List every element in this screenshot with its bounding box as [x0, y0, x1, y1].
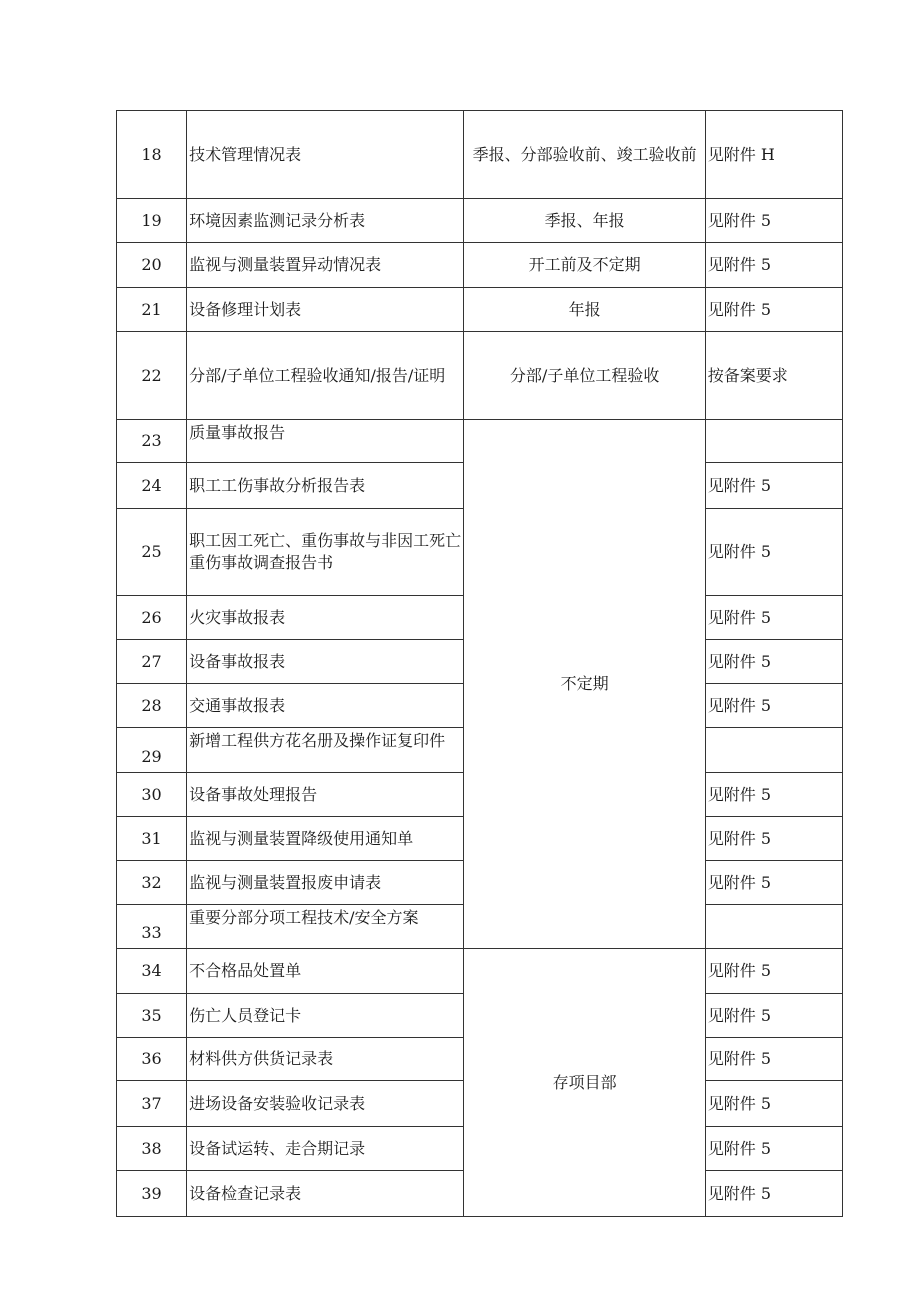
- row-number: 38: [117, 1127, 187, 1171]
- row-note: 见附件 5: [705, 994, 842, 1038]
- row-number: 30: [117, 773, 187, 817]
- row-name: 质量事故报告: [187, 420, 464, 463]
- row-number: 23: [117, 420, 187, 463]
- row-name: 监视与测量装置报废申请表: [187, 861, 464, 905]
- row-name: 技术管理情况表: [187, 111, 464, 199]
- row-number: 25: [117, 509, 187, 596]
- row-name: 分部/子单位工程验收通知/报告/证明: [187, 332, 464, 420]
- row-name: 设备试运转、走合期记录: [187, 1127, 464, 1171]
- row-name: 设备事故处理报告: [187, 773, 464, 817]
- row-name: 材料供方供货记录表: [187, 1038, 464, 1081]
- row-number: 22: [117, 332, 187, 420]
- row-number: 35: [117, 994, 187, 1038]
- row-frequency: 季报、年报: [464, 199, 705, 243]
- row-name: 伤亡人员登记卡: [187, 994, 464, 1038]
- row-note: 见附件 5: [705, 817, 842, 861]
- row-name: 设备修理计划表: [187, 288, 464, 332]
- table-row: [117, 288, 843, 332]
- row-note: 见附件 5: [705, 199, 842, 243]
- row-frequency: 季报、分部验收前、竣工验收前: [464, 111, 705, 199]
- row-note: 见附件 5: [705, 949, 842, 994]
- row-note: 见附件 5: [705, 1127, 842, 1171]
- row-number: 27: [117, 640, 187, 684]
- row-note: [705, 905, 842, 949]
- merged-frequency-keep: 存项目部: [464, 949, 705, 1217]
- row-name: 重要分部分项工程技术/安全方案: [187, 905, 464, 949]
- row-number: 20: [117, 243, 187, 288]
- row-note: 见附件 H: [705, 111, 842, 199]
- table-row: [117, 111, 843, 199]
- row-number: 21: [117, 288, 187, 332]
- row-frequency: 年报: [464, 288, 705, 332]
- row-number: 36: [117, 1038, 187, 1081]
- row-name: 监视与测量装置异动情况表: [187, 243, 464, 288]
- row-number: 31: [117, 817, 187, 861]
- row-number: 29: [117, 728, 187, 773]
- row-note: 见附件 5: [705, 1081, 842, 1127]
- table-row: [117, 243, 843, 288]
- row-note: 见附件 5: [705, 1171, 842, 1217]
- row-note: 见附件 5: [705, 596, 842, 640]
- row-number: 28: [117, 684, 187, 728]
- row-name: 设备事故报表: [187, 640, 464, 684]
- row-number: 19: [117, 199, 187, 243]
- row-number: 34: [117, 949, 187, 994]
- row-note: 见附件 5: [705, 684, 842, 728]
- merged-frequency-irregular: 不定期: [464, 420, 705, 949]
- row-name: 进场设备安装验收记录表: [187, 1081, 464, 1127]
- row-name: 不合格品处置单: [187, 949, 464, 994]
- table-row: [117, 199, 843, 243]
- row-note: 见附件 5: [705, 243, 842, 288]
- row-number: 24: [117, 463, 187, 509]
- row-name: 新增工程供方花名册及操作证复印件: [187, 728, 464, 773]
- records-table: [116, 110, 843, 1217]
- row-note: [705, 728, 842, 773]
- row-frequency: 分部/子单位工程验收: [464, 332, 705, 420]
- row-number: 39: [117, 1171, 187, 1217]
- row-note: 见附件 5: [705, 773, 842, 817]
- row-note: 见附件 5: [705, 861, 842, 905]
- row-note: 见附件 5: [705, 463, 842, 509]
- row-name: 环境因素监测记录分析表: [187, 199, 464, 243]
- row-note: [705, 420, 842, 463]
- row-number: 32: [117, 861, 187, 905]
- row-number: 26: [117, 596, 187, 640]
- row-note: 见附件 5: [705, 288, 842, 332]
- row-name: 火灾事故报表: [187, 596, 464, 640]
- row-note: 见附件 5: [705, 1038, 842, 1081]
- row-name: 设备检查记录表: [187, 1171, 464, 1217]
- row-name: 交通事故报表: [187, 684, 464, 728]
- row-frequency: 开工前及不定期: [464, 243, 705, 288]
- row-number: 33: [117, 905, 187, 949]
- row-name: 监视与测量装置降级使用通知单: [187, 817, 464, 861]
- table-row: [117, 332, 843, 420]
- row-name: 职工工伤事故分析报告表: [187, 463, 464, 509]
- table-row: [117, 420, 843, 463]
- table-row: [117, 949, 843, 994]
- row-note: 按备案要求: [705, 332, 842, 420]
- row-name: 职工因工死亡、重伤事故与非因工死亡重伤事故调查报告书: [187, 509, 464, 596]
- row-note: 见附件 5: [705, 640, 842, 684]
- row-note: 见附件 5: [705, 509, 842, 596]
- row-number: 37: [117, 1081, 187, 1127]
- row-number: 18: [117, 111, 187, 199]
